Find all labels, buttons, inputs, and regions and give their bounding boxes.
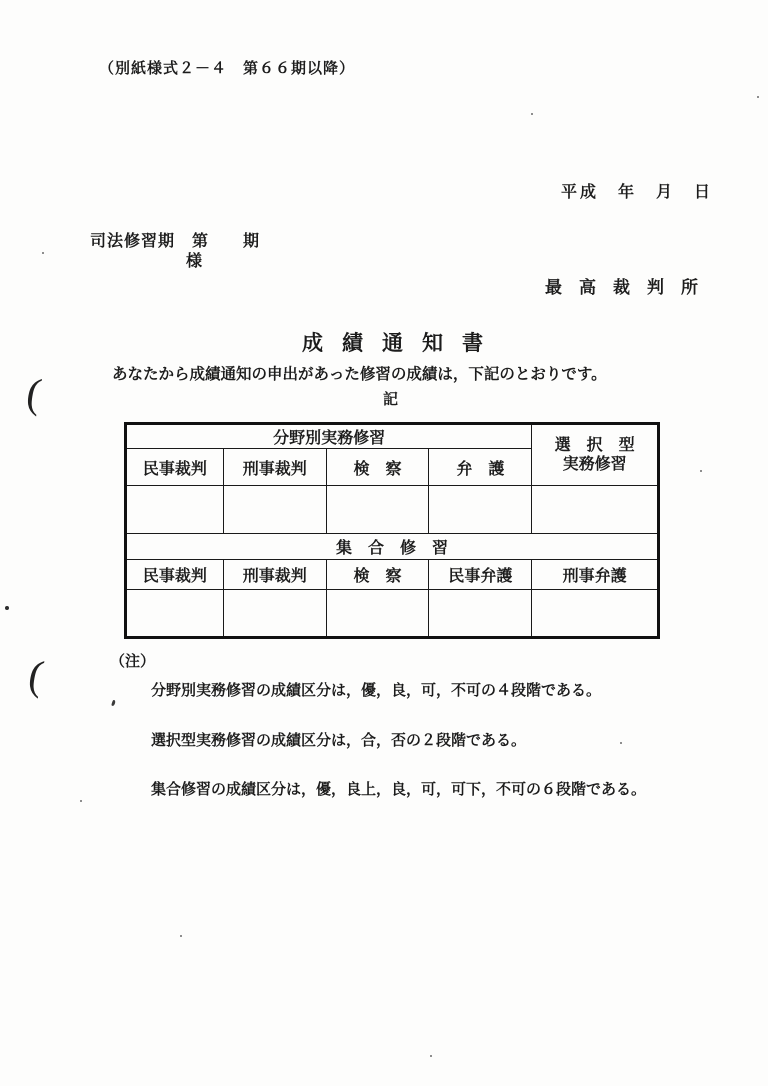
body-text: あなたから成績通知の申出があった修習の成績は，下記のとおりです。 bbox=[112, 366, 607, 383]
addressee-honorific: 様 bbox=[186, 253, 203, 270]
col-prosecution-2: 検 察 bbox=[326, 560, 429, 590]
grade-cell bbox=[532, 590, 659, 638]
scan-speck bbox=[620, 742, 622, 744]
scan-speck bbox=[430, 1055, 432, 1057]
grade-cell bbox=[326, 486, 429, 534]
scan-speck bbox=[700, 470, 702, 472]
col-criminal-trial-2: 刑事裁判 bbox=[223, 560, 326, 590]
scan-speck bbox=[5, 606, 9, 610]
date-line: 平成 年 月 日 bbox=[561, 184, 714, 201]
elective-header-line1: 選 択 型 bbox=[554, 437, 635, 454]
addressee-line: 司法修習期 第 期 bbox=[90, 233, 261, 250]
scan-speck bbox=[111, 700, 116, 707]
scan-speck bbox=[531, 113, 533, 115]
note-line-1: 分野別実務修習の成績区分は，優，良，可，不可の４段階である。 bbox=[151, 683, 602, 699]
grade-cell bbox=[429, 590, 532, 638]
note-line-3: 集合修習の成績区分は，優，良上，良，可，可下，不可の６段階である。 bbox=[151, 782, 647, 798]
grade-table bbox=[124, 422, 660, 639]
scan-speck bbox=[80, 800, 82, 802]
scan-margin-mark: ( bbox=[25, 652, 47, 700]
form-reference-note: （別紙様式２－４ 第６６期以降） bbox=[99, 61, 356, 77]
col-civil-trial-1: 民事裁判 bbox=[126, 449, 224, 486]
scan-margin-mark: ( bbox=[23, 370, 45, 418]
scan-speck bbox=[42, 252, 44, 254]
col-civil-defense: 民事弁護 bbox=[429, 560, 532, 590]
grade-cell bbox=[126, 486, 224, 534]
grade-cell bbox=[532, 486, 659, 534]
elective-training-header bbox=[532, 424, 659, 486]
col-prosecution-1: 検 察 bbox=[326, 449, 429, 486]
note-label: （注） bbox=[110, 654, 156, 670]
grade-cell bbox=[126, 590, 224, 638]
field-training-header: 分野別実務修習 bbox=[126, 424, 532, 449]
grade-cell bbox=[223, 486, 326, 534]
elective-header-line2: 実務修習 bbox=[562, 456, 627, 473]
col-civil-trial-2: 民事裁判 bbox=[126, 560, 224, 590]
col-defense: 弁 護 bbox=[429, 449, 532, 486]
grade-cell bbox=[429, 486, 532, 534]
record-marker: 記 bbox=[383, 392, 399, 408]
grade-cell bbox=[326, 590, 429, 638]
note-line-2: 選択型実務修習の成績区分は，合，否の２段階である。 bbox=[151, 732, 527, 749]
grade-cell bbox=[223, 590, 326, 638]
document-title: 成績通知書 bbox=[302, 331, 502, 355]
note-lines bbox=[151, 650, 646, 832]
collective-training-header: 集 合 修 習 bbox=[126, 534, 659, 560]
col-criminal-defense: 刑事弁護 bbox=[532, 560, 659, 590]
col-criminal-trial-1: 刑事裁判 bbox=[223, 449, 326, 486]
scan-speck bbox=[757, 96, 759, 98]
issuer-supreme-court: 最高裁判所 bbox=[545, 278, 715, 297]
scan-speck bbox=[180, 935, 182, 937]
